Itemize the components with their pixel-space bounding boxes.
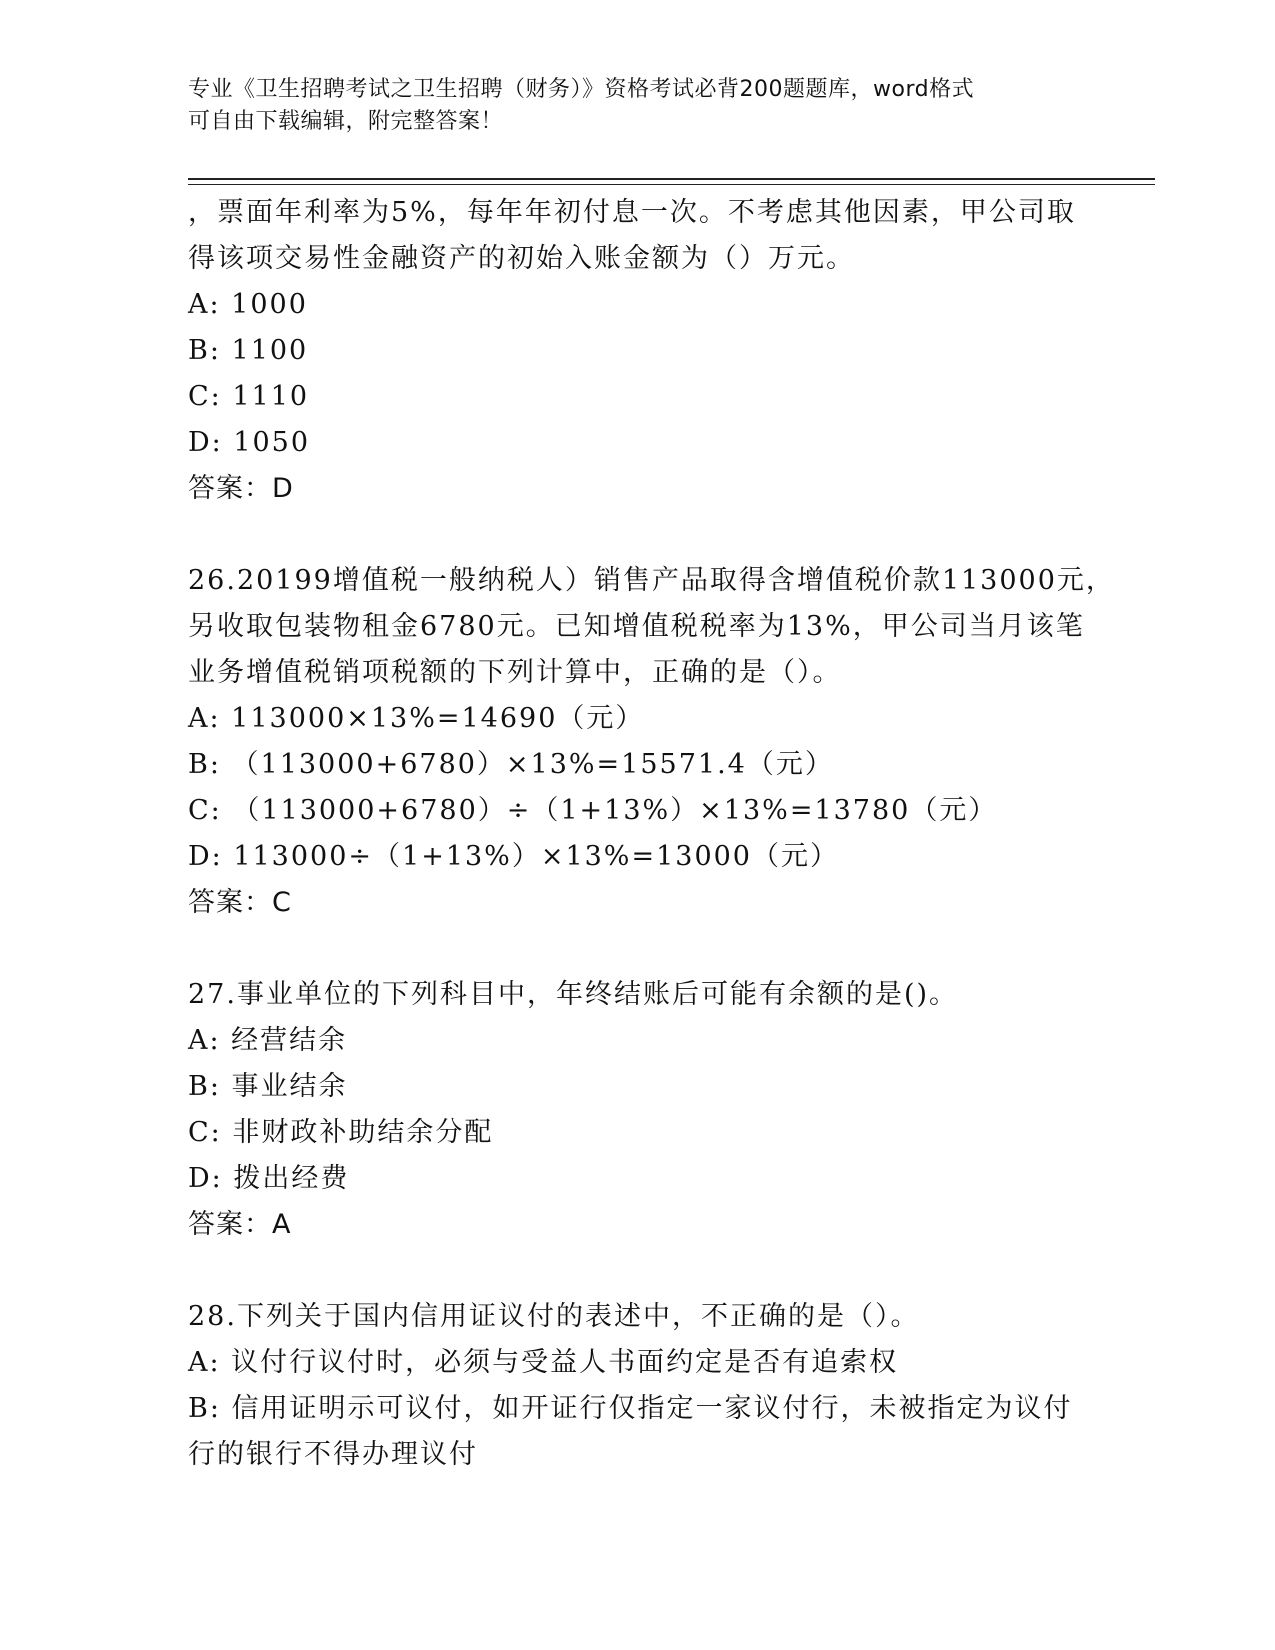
- option-d: D: 113000÷（1+13%）×13%=13000（元）: [188, 841, 839, 872]
- option-d: D: 1050: [188, 427, 311, 458]
- question-stem: 26.20199增值税一般纳税人）销售产品取得含增值税价款113000元，: [188, 565, 1115, 596]
- header-line-2: 可自由下载编辑，附完整答案！: [188, 109, 504, 134]
- question-26: [188, 558, 1115, 926]
- answer-label: 答案：D: [188, 473, 294, 504]
- question-27: [188, 972, 1088, 1248]
- answer-label: 答案：A: [188, 1209, 292, 1240]
- option-d: D: 拨出经费: [188, 1163, 350, 1194]
- option-b: B: 信用证明示可议付，如开证行仅指定一家议付行，未被指定为议付: [188, 1393, 1073, 1424]
- option-c: C: 1110: [188, 381, 310, 412]
- question-stem: 27.事业单位的下列科目中，年终结账后可能有余额的是()。: [188, 979, 959, 1010]
- option-c: C: 非财政补助结余分配: [188, 1117, 494, 1148]
- question-28: [188, 1294, 1088, 1478]
- option-a: A: 经营结余: [188, 1025, 348, 1056]
- question-stem: 28.下列关于国内信用证议付的表述中，不正确的是（）。: [188, 1301, 920, 1332]
- option-b: B: 1100: [188, 335, 309, 366]
- option-a: A: 1000: [188, 289, 308, 320]
- question-stem: 业务增值税销项税额的下列计算中，正确的是（）。: [188, 657, 842, 688]
- answer-label: 答案：C: [188, 887, 292, 918]
- option-b: B: （113000+6780）×13%=15571.4（元）: [188, 749, 834, 780]
- header-line-1: 专业《卫生招聘考试之卫生招聘（财务）》资格考试必背200题题库，word格式: [188, 77, 975, 102]
- header-rule-thick: [188, 178, 1155, 180]
- question-stem: 得该项交易性金融资产的初始入账金额为（）万元。: [188, 243, 855, 274]
- question-list: [188, 190, 1115, 1478]
- option-a: A: 议付行议付时，必须与受益人书面约定是否有追索权: [188, 1347, 899, 1378]
- option-c: C: （113000+6780）÷（1+13%）×13%=13780（元）: [188, 795, 998, 826]
- question-stem: 另收取包装物租金6780元。已知增值税税率为13%，甲公司当月该笔: [188, 611, 1085, 642]
- option-b: B: 事业结余: [188, 1071, 348, 1102]
- option-a: A: 113000×13%=14690（元）: [188, 703, 645, 734]
- question-25: [188, 190, 1088, 512]
- option-b-continued: 行的银行不得办理议付: [188, 1439, 478, 1470]
- header-rule-thin: [188, 184, 1155, 185]
- document-header: [188, 74, 1088, 138]
- question-stem: ，票面年利率为5%，每年年初付息一次。不考虑其他因素，甲公司取: [188, 197, 1076, 228]
